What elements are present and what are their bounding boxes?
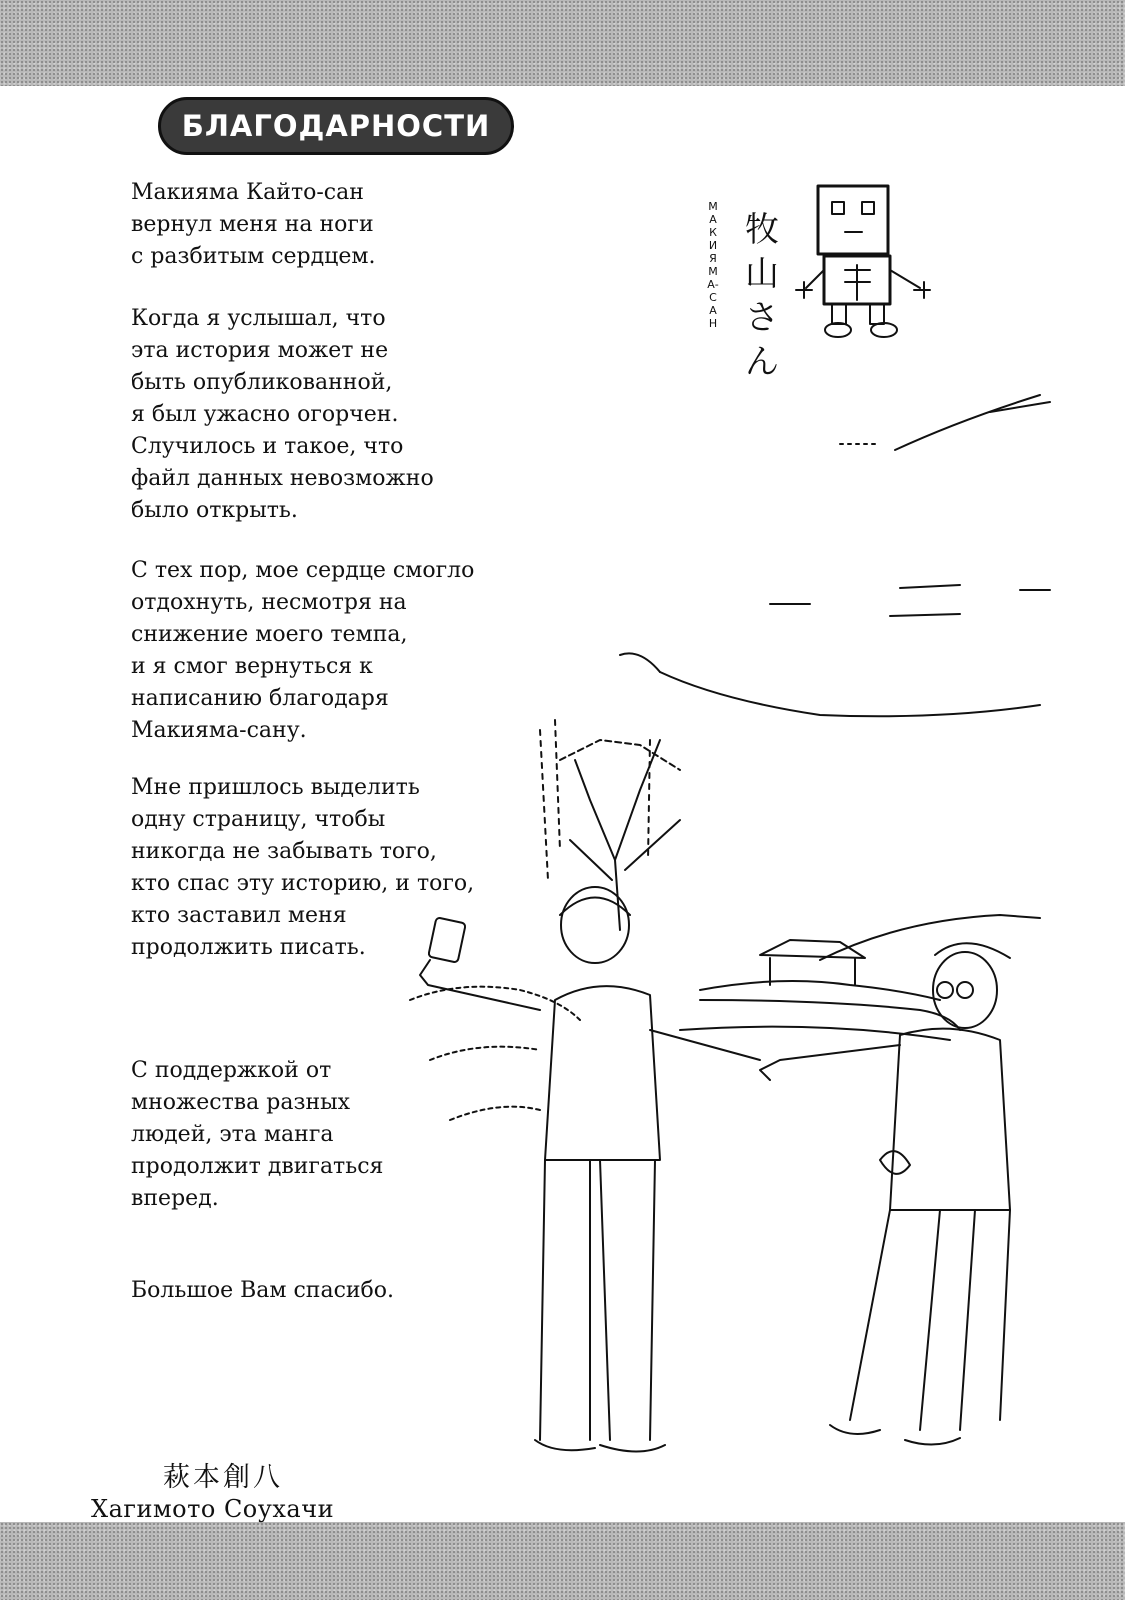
paragraph-6: Большое Вам спасибо. — [131, 1278, 395, 1303]
signature-russian: Хагимото Соухачи — [91, 1495, 335, 1523]
paragraph-3: С тех пор, мое сердце смогло отдохнуть, несмотря на снижение моего темпа, и я смог вернуться к написанию благодаря Макияма-сану. — [131, 558, 475, 743]
paragraph-4: Мне пришлось выделить одну страницу, чтобы никогда не забывать того, кто спас эту историю, и того, кто заставил меня продолжить писать. — [131, 775, 475, 960]
vertical-japanese-name: 牧山さん — [745, 210, 779, 382]
paragraph-1: Макияма Кайто-сан вернул меня на ноги с разбитым сердцем. — [131, 180, 376, 269]
figure-photographer — [420, 887, 760, 1452]
tree-sketch — [540, 720, 680, 930]
paragraph-5: С поддержкой от множества разных людей, эта манга продолжит двигаться вперед. — [131, 1058, 384, 1211]
page-title: БЛАГОДАРНОСТИ — [158, 97, 514, 155]
signature-japanese: 萩本創八 — [163, 1462, 283, 1493]
paragraph-2: Когда я услышал, что эта история может не быть опубликованной, я был ужасно огорчен. Случилось и такое, что файл данных невозможно было открыть. — [131, 306, 434, 523]
vertical-name-label: МАКИЯМА-САН — [707, 200, 719, 330]
robot-mascot-icon — [796, 186, 930, 337]
figure-waving — [760, 943, 1010, 1444]
